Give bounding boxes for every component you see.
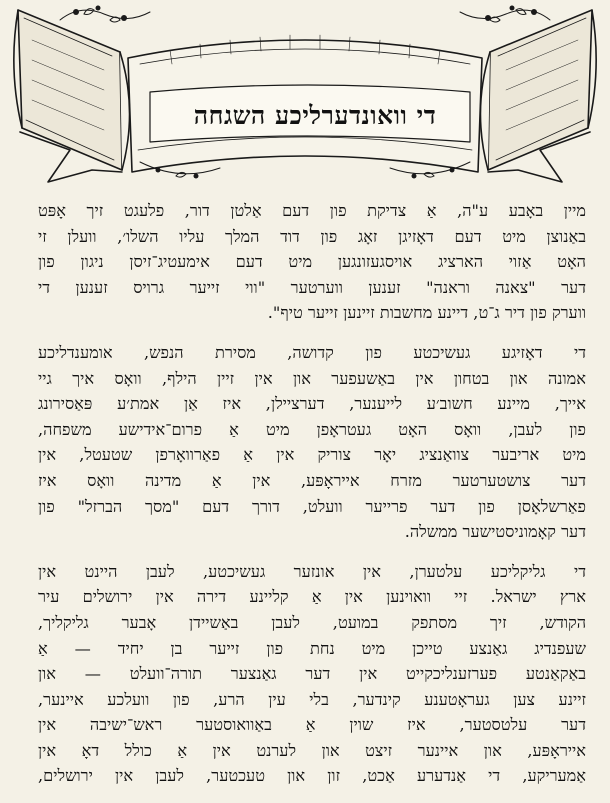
text-line: זיינע צען געראָטענע קינדער, בלי עין הרע, פון וועלכע איינער,	[38, 689, 586, 709]
text-line: דער "צאנה וראנה" זענען ווערטער "ווי זייער גרויס זענען די	[38, 277, 586, 297]
text-line: באַנוצן מיט דעם דאָזיגן זאָג פון דוד המלך עליו השלו׳, וועלן זי	[38, 226, 586, 246]
text-line: אייך, מיינע חשוב׳ע לייענער, דערציילן, איז אַן אמת׳ע פּאַסירונג	[38, 394, 586, 414]
paragraph-3	[38, 559, 586, 789]
paragraph-2	[38, 340, 586, 545]
text-line: פאַרשלאָסן פון דער פרייער וועלט, דורך דעם "מסך הברזל" פון	[38, 496, 586, 516]
text-line: אייראָפּע, און איינער זיצט און לערנט אין אַ כולל דאָ אין	[38, 740, 586, 760]
decorative-scroll-banner	[0, 0, 610, 190]
text-line: הקודש, זיך מסתפק במועט, לעבן באַשיידן אָבער גליקליך,	[38, 612, 586, 632]
text-line: אַמעריקע, די אַנדערע אַכט, זון און טעכטער, לעבן אין ירושלים,	[38, 766, 586, 786]
text-line: מיין באָבע ע"ה, אַ צדיקת פון דעם אַלטן דור, פלעגט זיך אָפּט	[38, 201, 586, 220]
text-line: דער עלטסטער, איז שוין אַ באַוואוסטער ראש־ישיבה אין	[38, 715, 586, 735]
text-line: דער צושטערטער מזרח אייראָפּע, אין אַ מדינה וואָס איז	[38, 470, 586, 490]
text-line: פון לעבן, וואָס האָט געטראָפן מיט אַ פרום־אידישע משפחה,	[38, 419, 586, 439]
text-line: דער קאָמוניסטישער ממשלה.	[404, 522, 586, 542]
body-text	[38, 198, 586, 803]
text-line: האָט אַזוי הארציג אויסגעזונגען מיט דעם אימעטיג־זיסן ניגון פון	[38, 252, 586, 272]
paragraph-1	[38, 198, 586, 326]
text-line: די גליקליכע עלטערן, אין אונזער געשיכטע, לעבן היינט אין	[38, 561, 586, 581]
text-line: ארץ ישראל. זיי וואוינען אין אַ קליינע דירה אין ירושלים עיר	[38, 587, 586, 607]
text-line: שעפנדיג גאַנצע טייכן מיט נחת פון זייער בן יחיד — אַ	[38, 638, 586, 658]
text-line: ווערק פון דיר ג־ט, דיינע מחשבות זיינען זייער טיף".	[267, 303, 586, 323]
text-line: מיט אריבער צוואַנציג יאָר צוריק אין אַ פאַרוואָרפן שטעטל, אין	[38, 445, 586, 465]
text-line: באַקאַנטע פערזענליכקייט אין דער גאַנצער תורה־וועלט — און	[38, 664, 586, 684]
text-line: די דאָזיגע געשיכטע פון קדושה, מסירת הנפש, אומענדליכע	[38, 342, 586, 362]
text-line: אמונה און בטחון אין באַשעפער און אין זיין הילף, וואָס איך גיי	[38, 368, 586, 388]
page-title: די וואונדערליכע השגחה	[193, 101, 437, 130]
